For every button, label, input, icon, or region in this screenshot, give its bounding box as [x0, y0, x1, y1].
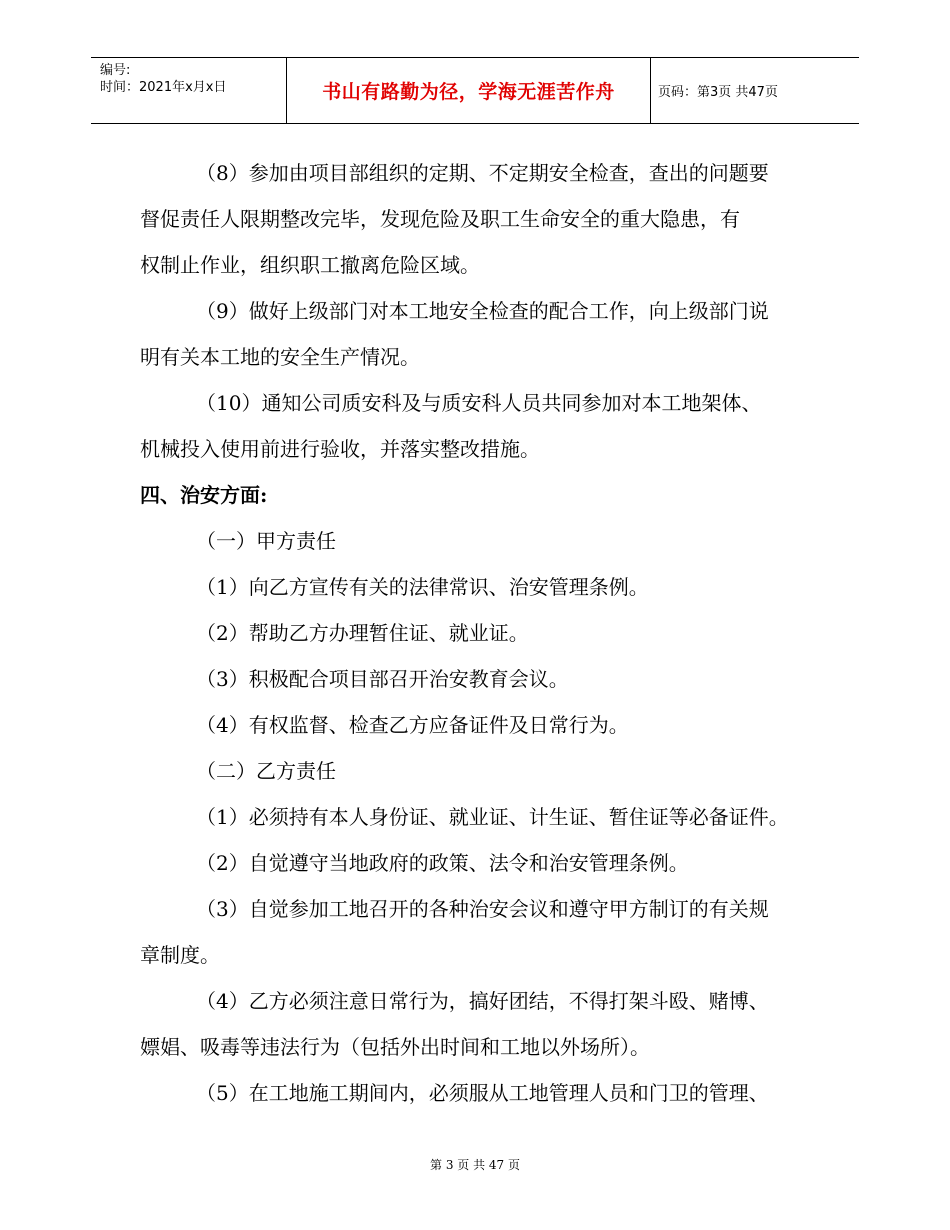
- paragraph: （4）乙方必须注意日常行为，搞好团结，不得打架斗殴、赌博、: [196, 989, 769, 1013]
- paragraph: （2）自觉遵守当地政府的政策、法令和治安管理条例。: [196, 851, 689, 875]
- document-number-label: 编号:: [100, 63, 131, 78]
- footer-page-number: 第 3 页 共 47 页: [430, 1158, 520, 1172]
- page-footer: [0, 1156, 950, 1173]
- section-heading: 四、治安方面:: [140, 483, 268, 507]
- document-body: [140, 150, 830, 1116]
- paragraph: 权制止作业，组织职工撤离危险区域。: [140, 253, 480, 277]
- paragraph: （1）必须持有本人身份证、就业证、计生证、暂住证等必备证件。: [196, 805, 789, 829]
- paragraph: 嫖娼、吸毒等违法行为（包括外出时间和工地以外场所）。: [140, 1035, 650, 1059]
- paragraph: （3）自觉参加工地召开的各种治安会议和遵守甲方制订的有关规: [196, 897, 769, 921]
- page-header: [91, 57, 859, 124]
- subsection-heading: （二）乙方责任: [196, 759, 336, 783]
- paragraph: （10）通知公司质安科及与质安科人员共同参加对本工地架体、: [196, 391, 762, 415]
- header-motto: 书山有路勤为径，学海无涯苦作舟: [322, 81, 615, 103]
- header-page-info: [658, 58, 778, 123]
- paragraph: 督促责任人限期整改完毕，发现危险及职工生命安全的重大隐患，有: [140, 207, 740, 231]
- paragraph: 机械投入使用前进行验收，并落实整改措施。: [140, 437, 540, 461]
- header-meta: [100, 62, 226, 96]
- paragraph: （8）参加由项目部组织的定期、不定期安全检查，查出的问题要: [196, 161, 769, 185]
- paragraph: （9）做好上级部门对本工地安全检查的配合工作，向上级部门说: [196, 299, 769, 323]
- document-time-label: 时间：2021年x月x日: [100, 80, 227, 95]
- paragraph: （5）在工地施工期间内，必须服从工地管理人员和门卫的管理、: [196, 1081, 769, 1105]
- header-motto-cell: [286, 58, 651, 123]
- subsection-heading: （一）甲方责任: [196, 529, 336, 553]
- paragraph: （4）有权监督、检查乙方应备证件及日常行为。: [196, 713, 629, 737]
- paragraph: 章制度。: [140, 943, 220, 967]
- paragraph: 明有关本工地的安全生产情况。: [140, 345, 420, 369]
- paragraph: （1）向乙方宣传有关的法律常识、治安管理条例。: [196, 575, 649, 599]
- paragraph: （3）积极配合项目部召开治安教育会议。: [196, 667, 569, 691]
- paragraph: （2）帮助乙方办理暂住证、就业证。: [196, 621, 529, 645]
- header-page-number: 页码：第3页 共47页: [658, 85, 778, 100]
